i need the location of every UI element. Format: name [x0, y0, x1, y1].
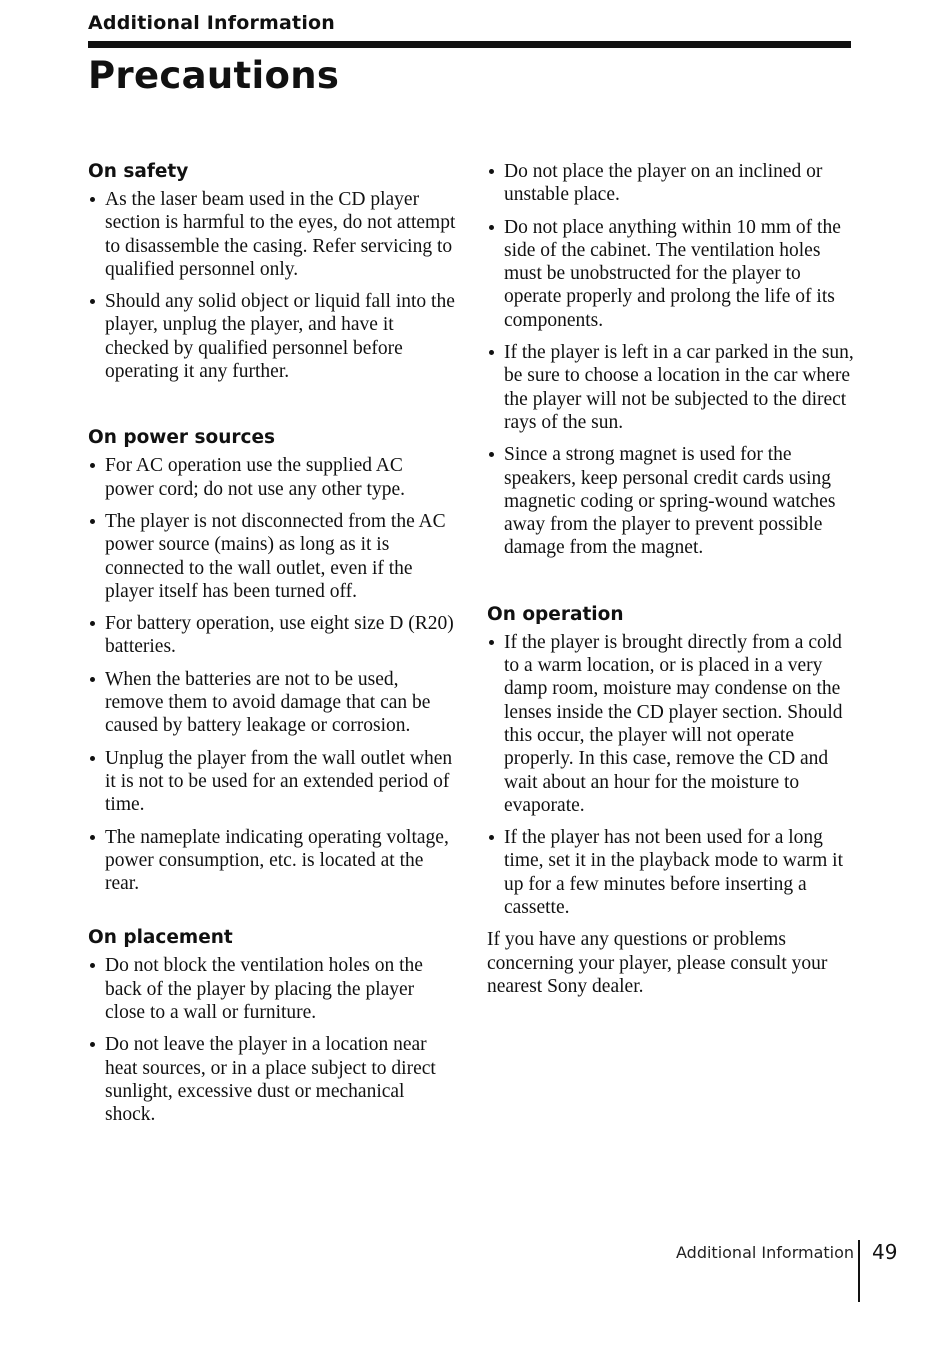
footer-section-label: Additional Information	[676, 1243, 855, 1262]
list-item: For battery operation, use eight size D (R20) batteries.	[88, 612, 456, 659]
left-column	[88, 160, 456, 1136]
list-item: As the laser beam used in the CD player section is harmful to the eyes, do not attempt to disassemble the casing. Refer servicing to qualified personnel only.	[88, 188, 456, 281]
list-item: If the player is brought directly from a cold to a warm location, or is placed in a very damp room, moisture may condense on the lenses inside the CD player section. Should this occur, the player will not operate properly. In this case, remove the CD and wait about an hour for the moisture to evaporate.	[487, 631, 859, 817]
list-item: Do not place the player on an inclined or unstable place.	[487, 160, 859, 207]
section-heading-operation: On operation	[487, 603, 624, 625]
page-title: Precautions	[88, 54, 340, 97]
section-heading-power-sources: On power sources	[88, 427, 276, 449]
list-item: Since a strong magnet is used for the speakers, keep personal credit cards using magnetic coding or spring-wound watches away from the player to prevent possible damage from the magnet.	[487, 443, 859, 559]
header-section-label: Additional Information	[88, 12, 336, 34]
closing-paragraph: If you have any questions or problems concerning your player, please consult your nearest Sony dealer.	[487, 929, 828, 997]
placement-list-left	[88, 954, 456, 1126]
list-item: For AC operation use the supplied AC power cord; do not use any other type.	[88, 454, 456, 501]
header-rule	[88, 41, 851, 48]
right-column	[487, 160, 859, 998]
section-heading-placement: On placement	[88, 927, 233, 949]
power-sources-list	[88, 454, 456, 895]
list-item: If the player has not been used for a long time, set it in the playback mode to warm it up for a few minutes before inserting a cassette.	[487, 826, 859, 919]
safety-list	[88, 188, 456, 383]
list-item: Do not leave the player in a location near heat sources, or in a place subject to direct sunlight, excessive dust or mechanical shock.	[88, 1033, 456, 1126]
list-item: Should any solid object or liquid fall into the player, unplug the player, and have it checked by qualified personnel before operating it any further.	[88, 290, 456, 383]
page-number: 49	[872, 1240, 898, 1264]
list-item: The nameplate indicating operating voltage, power consumption, etc. is located at the rear.	[88, 826, 456, 896]
list-item: When the batteries are not to be used, remove them to avoid damage that can be caused by battery leakage or corrosion.	[88, 668, 456, 738]
section-heading-safety: On safety	[88, 161, 189, 182]
list-item: Unplug the player from the wall outlet when it is not to be used for an extended period of time.	[88, 747, 456, 817]
list-item: Do not place anything within 10 mm of the side of the cabinet. The ventilation holes must be unobstructed for the player to operate properly and prolong the life of its components.	[487, 216, 859, 332]
list-item: If the player is left in a car parked in the sun, be sure to choose a location in the car where the player will not be subjected to the direct rays of the sun.	[487, 341, 859, 434]
footer-divider	[858, 1240, 860, 1302]
placement-list-right	[487, 160, 859, 560]
list-item: The player is not disconnected from the AC power source (mains) as long as it is connected to the wall outlet, even if the player itself has been turned off.	[88, 510, 456, 603]
list-item: Do not block the ventilation holes on the back of the player by placing the player close to a wall or furniture.	[88, 954, 456, 1024]
operation-list	[487, 631, 859, 920]
